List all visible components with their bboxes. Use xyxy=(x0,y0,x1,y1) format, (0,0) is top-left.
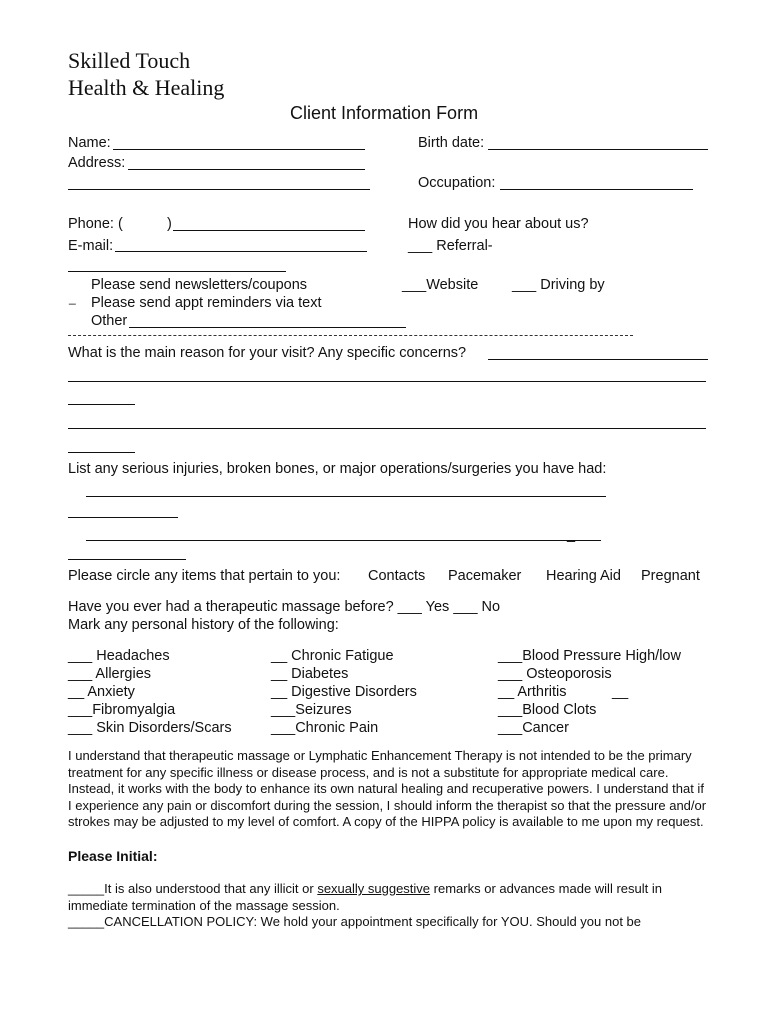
history-blood-clots[interactable]: ___Blood Clots xyxy=(498,702,597,718)
occupation-label: Occupation: xyxy=(418,175,496,191)
please-initial-heading: Please Initial: xyxy=(68,848,158,864)
circle-items-prompt: Please circle any items that pertain to you: xyxy=(68,568,341,584)
website-option[interactable]: ___Website xyxy=(402,277,479,293)
referral-option[interactable]: ___ Referral- xyxy=(408,238,493,254)
history-arthritis[interactable]: __ Arthritis xyxy=(498,684,567,700)
business-name-line1: Skilled Touch xyxy=(68,48,191,73)
history-prompt: Mark any personal history of the following: xyxy=(68,617,339,633)
clause1-pre: _____It is also understood that any illicit or xyxy=(68,881,318,896)
hear-about-question: How did you hear about us? xyxy=(408,216,589,232)
circle-item-pacemaker[interactable]: Pacemaker xyxy=(448,568,522,584)
address-label: Address: xyxy=(68,155,126,171)
newsletter-option[interactable]: Please send newsletters/coupons xyxy=(91,277,308,293)
other-label: Other xyxy=(91,313,128,329)
history-skin-disorders[interactable]: ___ Skin Disorders/Scars xyxy=(68,720,232,736)
reason-field-line4[interactable] xyxy=(68,428,706,429)
history-extra-blank[interactable]: __ xyxy=(612,684,629,700)
injuries-field-line2[interactable] xyxy=(68,517,178,518)
occupation-field[interactable] xyxy=(500,189,693,190)
agreement-paragraph: I understand that therapeutic massage or Lymphatic Enhancement Therapy is not intended to be the primary treatment for any specific illness or disease process, and is not a substitute for appropriate medical care. Instead, it works with the body to enhance its own natural healing and recuperative powers. I understand that if I experience any pain or discomfort during the session, I should inform the therapist so that the pressure and/or strokes may be adjusted to my level of comfort. A copy of the HIPPA policy is available to me upon my request. xyxy=(68,748,707,830)
history-chronic-pain[interactable]: ___Chronic Pain xyxy=(271,720,379,736)
circle-item-contacts[interactable]: Contacts xyxy=(368,568,426,584)
history-anxiety[interactable]: __ Anxiety xyxy=(68,684,135,700)
reason-field-line2[interactable] xyxy=(68,381,706,382)
email-label: E-mail: xyxy=(68,238,114,254)
blank-line[interactable] xyxy=(68,271,286,272)
history-digestive-disorders[interactable]: __ Digestive Disorders xyxy=(271,684,417,700)
email-field[interactable] xyxy=(115,251,367,252)
injuries-field-line1[interactable] xyxy=(86,496,606,497)
name-label: Name: xyxy=(68,135,111,151)
business-name-line2: Health & Healing xyxy=(68,75,225,100)
clause-illicit-remarks xyxy=(68,881,708,914)
injuries-field-line4[interactable] xyxy=(68,559,186,560)
reason-question: What is the main reason for your visit? Any specific concerns? xyxy=(68,345,467,361)
history-diabetes[interactable]: __ Diabetes xyxy=(271,666,349,682)
history-cancer[interactable]: ___Cancer xyxy=(498,720,569,736)
form-title: Client Information Form xyxy=(290,103,479,123)
address-field-line1[interactable] xyxy=(128,169,365,170)
clause1-underlined: sexually suggestive xyxy=(317,881,431,896)
other-field[interactable] xyxy=(129,327,406,328)
birth-date-label: Birth date: xyxy=(418,135,485,151)
phone-paren: ) xyxy=(167,216,172,232)
reason-field-line3[interactable] xyxy=(68,404,135,405)
reminder-checkbox-mark[interactable]: _ xyxy=(69,291,76,305)
history-headaches[interactable]: ___ Headaches xyxy=(68,648,170,664)
history-osteoporosis[interactable]: ___ Osteoporosis xyxy=(498,666,612,682)
history-chronic-fatigue[interactable]: __ Chronic Fatigue xyxy=(271,648,394,664)
driving-option[interactable]: ___ Driving by xyxy=(512,277,605,293)
history-seizures[interactable]: ___Seizures xyxy=(271,702,352,718)
circle-item-pregnant[interactable]: Pregnant xyxy=(641,568,700,584)
massage-question: Have you ever had a therapeutic massage before? ___ Yes ___ No xyxy=(68,599,501,615)
circle-item-hearing-aid[interactable]: Hearing Aid xyxy=(546,568,621,584)
injuries-field-tick: _ xyxy=(567,527,576,543)
clause-cancellation-policy: _____CANCELLATION POLICY: We hold your appointment specifically for YOU. Should you not be xyxy=(68,914,642,929)
section-divider xyxy=(68,335,633,336)
phone-label: Phone: ( xyxy=(68,216,123,232)
address-field-line2[interactable] xyxy=(68,189,370,190)
reason-field-line1[interactable] xyxy=(488,359,708,360)
clause1-post: remarks or advances made will result in immediate termination of the massage session. xyxy=(68,881,662,913)
injuries-field-line3[interactable] xyxy=(86,540,601,541)
history-blood-pressure[interactable]: ___Blood Pressure High/low xyxy=(498,648,681,664)
injuries-question: List any serious injuries, broken bones, or major operations/surgeries you have had: xyxy=(68,461,607,477)
reason-field-line5[interactable] xyxy=(68,452,135,453)
birth-date-field[interactable] xyxy=(488,149,708,150)
name-field[interactable] xyxy=(113,149,365,150)
history-allergies[interactable]: ___ Allergies xyxy=(68,666,152,682)
history-fibromyalgia[interactable]: ___Fibromyalgia xyxy=(68,702,176,718)
phone-field[interactable] xyxy=(173,230,365,231)
reminders-option[interactable]: Please send appt reminders via text xyxy=(91,295,322,311)
